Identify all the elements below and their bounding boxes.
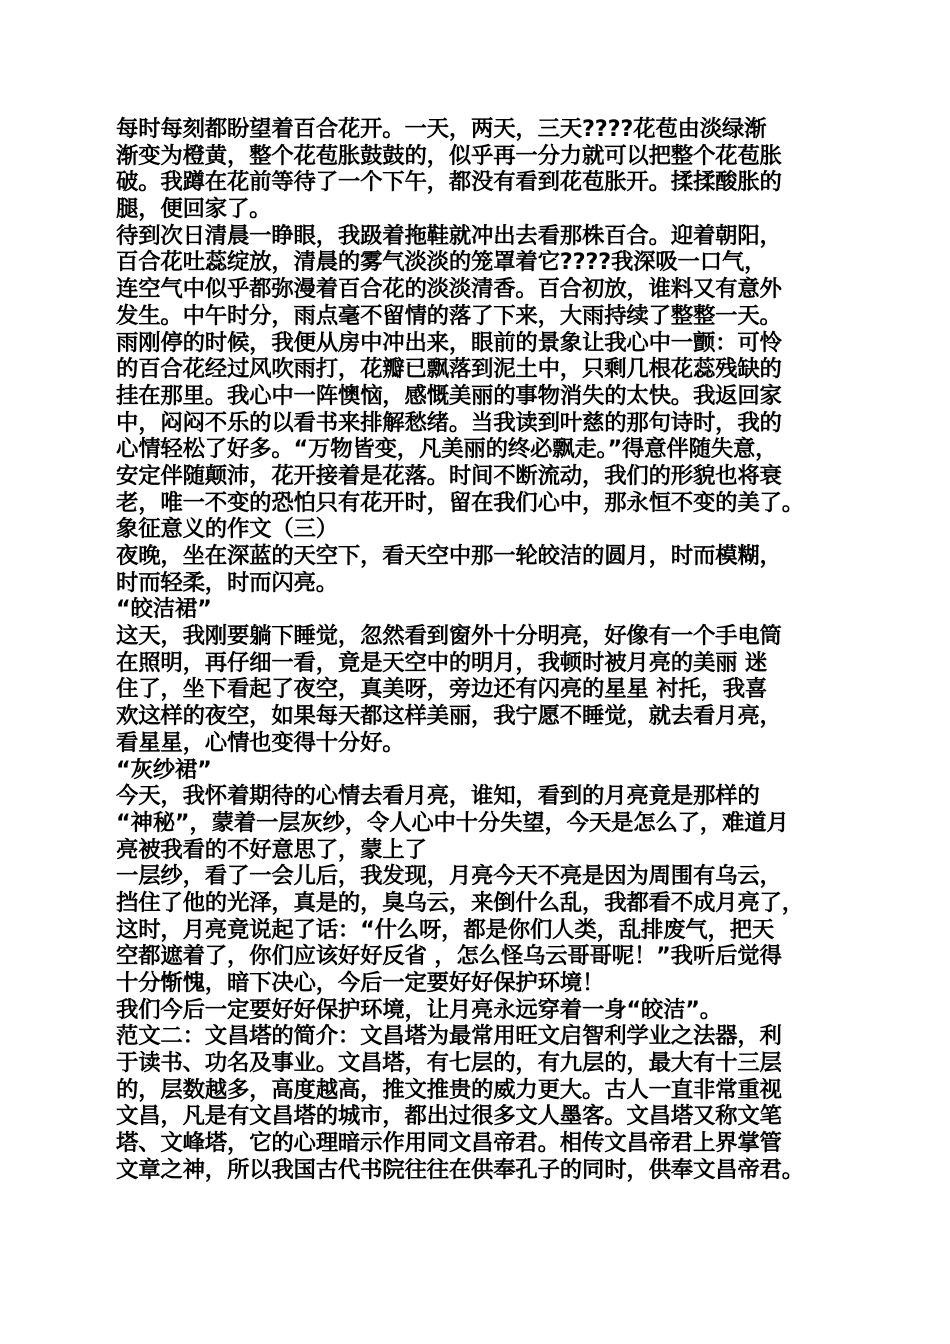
text-line: 待到次日清晨一睁眼，我趿着拖鞋就冲出去看那株百合。迎着朝阳， <box>116 222 782 249</box>
text-line: 这天，我刚要躺下睡觉，忽然看到窗外十分明亮，好像有一个手电筒 <box>116 623 782 650</box>
text-line: 塔、文峰塔，它的心理暗示作用同文昌帝君。相传文昌帝君上界掌管 <box>116 1130 782 1157</box>
text-line: 象征意义的作文（三） <box>116 516 338 543</box>
text-line: 夜晚，坐在深蓝的天空下，看天空中那一轮皎洁的圆月，时而模糊， <box>116 543 782 569</box>
text-line: 今天，我怀着期待的心情去看月亮，谁知，看到的月亮竟是那样的 <box>116 783 760 810</box>
text-line: 发生。中午时分，雨点毫不留情的落了下来，大雨持续了整整一天。 <box>116 302 782 329</box>
text-line: 空都遮着了，你们应该好好反省 ，怎么怪乌云哥哥呢！”我听后觉得 <box>116 943 782 970</box>
text-line: 十分惭愧，暗下决心，今后一定要好好保护环境！ <box>116 970 605 996</box>
text-line: 时而轻柔，时而闪亮。 <box>116 569 338 596</box>
text-line: “皎洁裙” <box>116 596 212 623</box>
text-line: 于读书、功名及事业。文昌塔，有七层的，有九层的，最大有十三层 <box>116 1050 782 1077</box>
text-line: 看星星，心情也变得十分好。 <box>116 729 405 756</box>
text-line: 挂在那里。我心中一阵懊恼，感慨美丽的事物消失的太快。我返回家 <box>116 382 782 409</box>
text-line: 每时每刻都盼望着百合花开。一天，两天，三天????花苞由淡绿渐 <box>116 116 767 142</box>
text-line: 我们今后一定要好好保护环境，让月亮永远穿着一身“皎洁”。 <box>116 996 722 1023</box>
text-line: 渐变为橙黄，整个花苞胀鼓鼓的，似乎再一分力就可以把整个花苞胀 <box>116 142 782 169</box>
text-line: 雨刚停的时候，我便从房中冲出来，眼前的景象让我心中一颤：可怜 <box>116 329 782 356</box>
text-line: 安定伴随颠沛，花开接着是花落。时间不断流动，我们的形貌也将衰 <box>116 462 782 489</box>
text-line: 住了，坐下看起了夜空，真美呀，旁边还有闪亮的星星 衬托，我喜 <box>116 676 768 703</box>
text-line: 挡住了他的光泽，真是的，臭乌云，来倒什么乱，我都看不成月亮了， <box>116 889 804 916</box>
document-page <box>116 116 852 1184</box>
text-line: 老，唯一不变的恐怕只有花开时，留在我们心中，那永恒不变的美了。 <box>116 489 804 516</box>
text-line: 亮被我看的不好意思了，蒙上了 <box>116 836 427 863</box>
text-line: 的，层数越多，高度越高，推文推贵的威力更大。古人一直非常重视 <box>116 1076 782 1103</box>
text-line: “灰纱裙” <box>116 756 212 783</box>
text-line: 中，闷闷不乐的以看书来排解愁绪。当我读到叶慈的那句诗时，我的 <box>116 409 782 436</box>
text-line: 破。我蹲在花前等待了一个下午，都没有看到花苞胀开。揉揉酸胀的 <box>116 169 782 196</box>
text-line: 一层纱，看了一会儿后，我发现，月亮今天不亮是因为周围有乌云， <box>116 863 782 890</box>
text-line: 心情轻松了好多。“万物皆变，凡美丽的终必飘走。”得意伴随失意， <box>116 436 778 463</box>
text-line: “神秘”，蒙着一层灰纱，令人心中十分失望，今天是怎么了，难道月 <box>116 809 789 836</box>
text-line: 范文二：文昌塔的简介：文昌塔为最常用旺文启智利学业之法器，利 <box>116 1023 782 1050</box>
text-line: 文昌，凡是有文昌塔的城市，都出过很多文人墨客。文昌塔又称文笔 <box>116 1103 782 1130</box>
text-line: 在照明，再仔细一看，竟是天空中的明月，我顿时被月亮的美丽 迷 <box>116 649 768 676</box>
text-line: 连空气中似乎都弥漫着百合花的淡淡清香。百合初放，谁料又有意外 <box>116 276 782 303</box>
text-line: 腿，便回家了。 <box>116 196 272 223</box>
text-line: 文章之神，所以我国古代书院往往在供奉孔子的同时，供奉文昌帝君。 <box>116 1156 804 1183</box>
text-line: 的百合花经过风吹雨打，花瓣已飘落到泥土中，只剩几根花蕊残缺的 <box>116 356 782 383</box>
text-line: 这时，月亮竟说起了话：“什么呀，都是你们人类，乱排废气，把天 <box>116 916 775 943</box>
text-line: 欢这样的夜空，如果每天都这样美丽，我宁愿不睡觉，就去看月亮， <box>116 703 782 730</box>
text-line: 百合花吐蕊绽放，清晨的雾气淡淡的笼罩着它????我深吸一口气， <box>116 249 767 276</box>
